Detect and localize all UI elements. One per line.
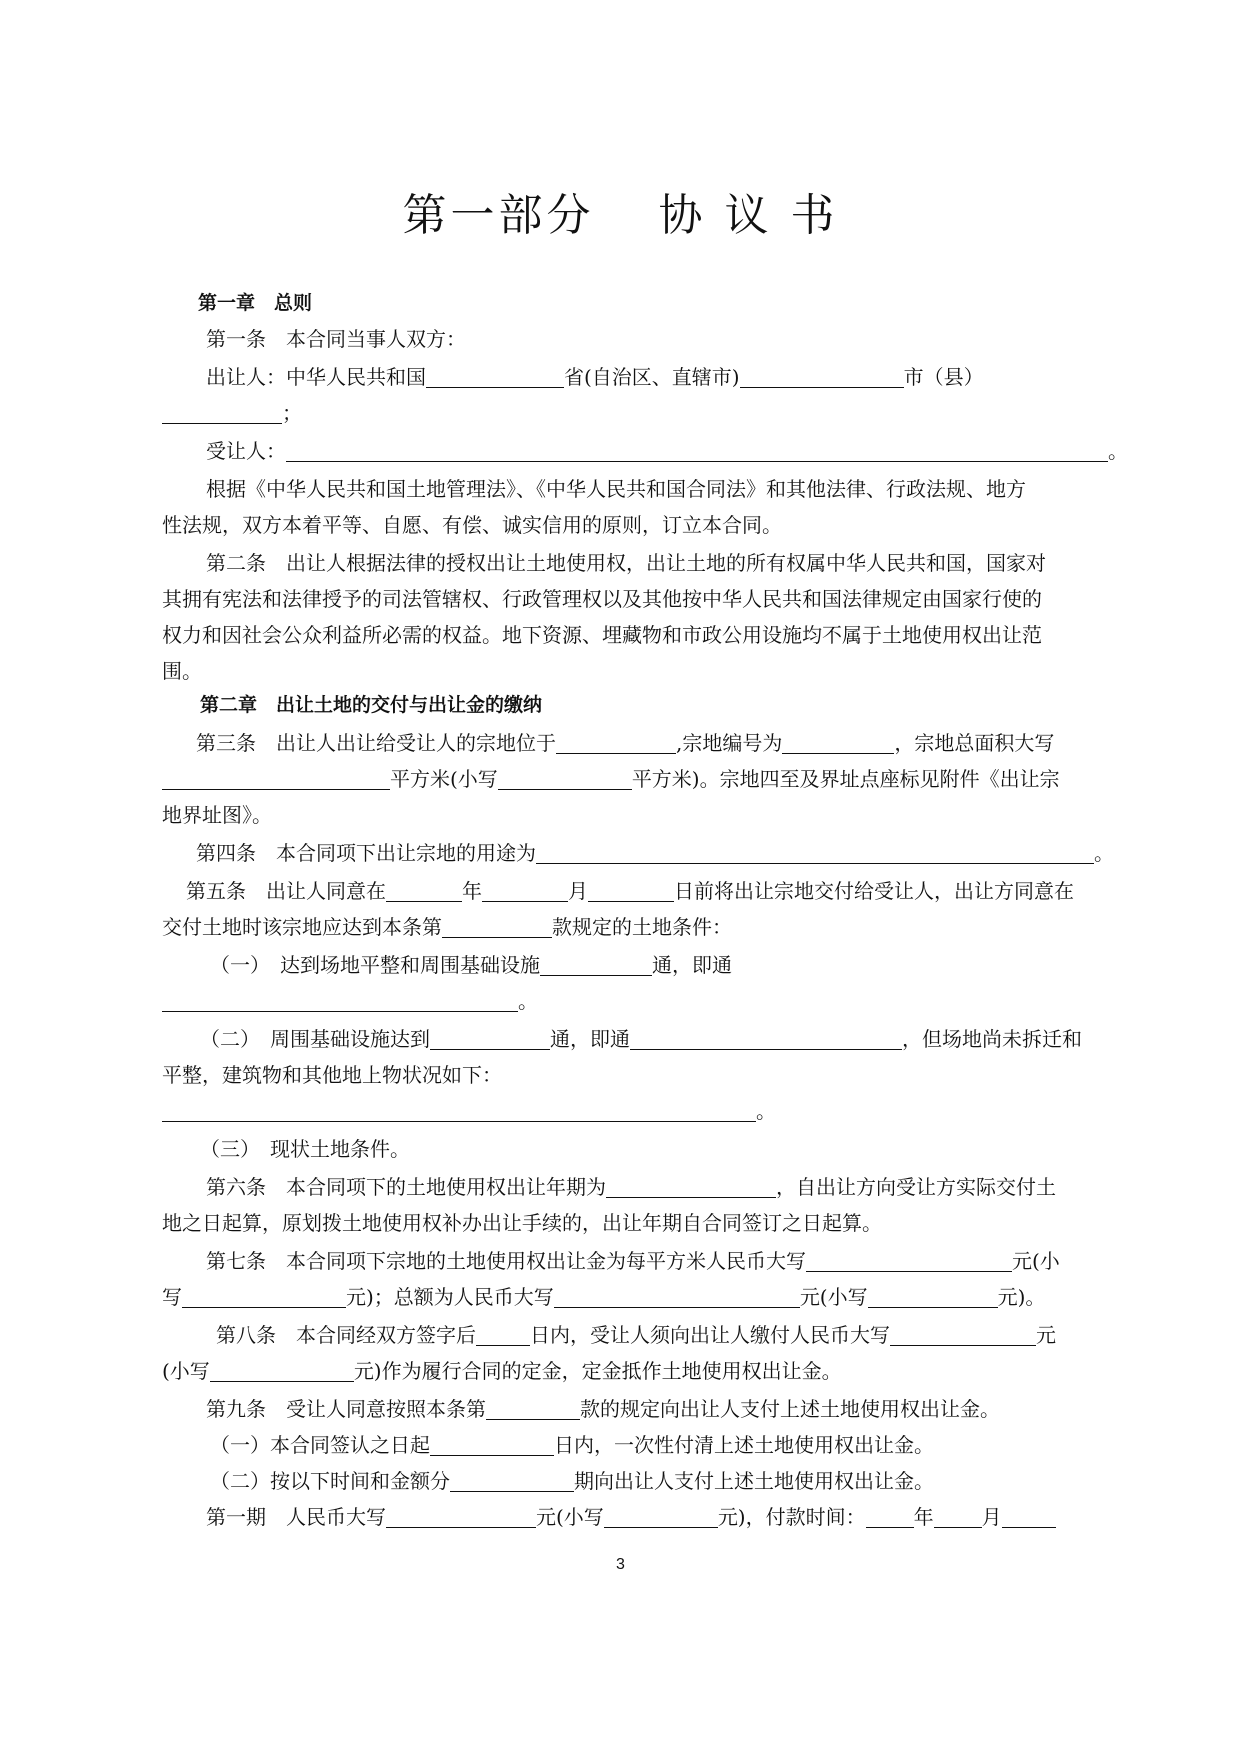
condition-1-line-2: 。 [162, 986, 538, 1016]
unit-price-figures-blank[interactable] [182, 1285, 346, 1308]
county-line: ； [162, 398, 302, 428]
article-7-line-1: 第七条 本合同项下宗地的土地使用权出让金为每平方米人民币大写 元(小 [206, 1249, 1060, 1273]
area-words-blank[interactable] [162, 767, 390, 790]
article-6-line-2: 地之日起算，原划拨土地使用权补办出让手续的，出让年期自合同签订之日起算。 [162, 1211, 882, 1235]
county-blank[interactable] [162, 401, 282, 424]
transferee-blank[interactable] [286, 439, 1108, 462]
article-2-line-2: 其拥有宪法和法律授予的司法管辖权、行政管理权以及其他按中华人民共和国法律规定由国家行使的 [162, 587, 1042, 611]
title-agreement: 协 议 书 [658, 190, 839, 241]
installment-1: 第一期 人民币大写 元(小写 元)，付款时间： 年 月 [206, 1502, 1056, 1532]
page-number: 3 [616, 1556, 625, 1573]
condition-2-count-blank[interactable] [430, 1027, 550, 1050]
deposit-days-blank[interactable] [476, 1323, 530, 1346]
total-figures-blank[interactable] [868, 1285, 998, 1308]
payment-option-1: （一）本合同签认之日起 日内，一次性付清上述土地使用权出让金。 [210, 1433, 934, 1457]
area-figures-blank[interactable] [498, 767, 632, 790]
payment-option-2: （二）按以下时间和金额分 期向出让人支付上述土地使用权出让金。 [210, 1469, 934, 1493]
condition-1-detail-blank[interactable] [162, 989, 518, 1012]
city-blank[interactable] [740, 365, 904, 388]
installment-1-words-blank[interactable] [386, 1505, 536, 1528]
total-words-blank[interactable] [554, 1285, 800, 1308]
basis-line-2: 性法规，双方本着平等、自愿、有偿、诚实信用的原则，订立本合同。 [162, 513, 782, 537]
lump-sum-days-blank[interactable] [430, 1433, 554, 1456]
article-5-line-2: 交付土地时该宗地应达到本条第 款规定的土地条件： [162, 915, 732, 939]
condition-1-line-1: （一） 达到场地平整和周围基础设施 通，即通 [210, 953, 732, 977]
article-2-line-4: 围。 [162, 659, 202, 683]
buildings-status-blank[interactable] [162, 1099, 756, 1122]
unit-price-words-blank[interactable] [806, 1249, 1012, 1272]
article-5-line-1: 第五条 出让人同意在 年 月 日前将出让宗地交付给受让人，出让方同意在 [186, 879, 1074, 903]
article-2-line-1: 第二条 出让人根据法律的授权出让土地使用权，出让土地的所有权属中华人民共和国，国家对 [206, 551, 1046, 575]
term-years-blank[interactable] [606, 1175, 776, 1198]
chapter-2-heading: 第二章 出让土地的交付与出让金的缴纳 [200, 694, 543, 716]
parcel-number-blank[interactable] [782, 731, 894, 754]
installment-1-year-blank[interactable] [866, 1505, 914, 1528]
chapter-1-heading: 第一章 总则 [198, 292, 313, 314]
installment-1-figures-blank[interactable] [604, 1505, 718, 1528]
article-2-line-3: 权力和因社会公众利益所必需的权益。地下资源、埋藏物和市政公用设施均不属于土地使用权出让范 [162, 623, 1042, 647]
document-title [0, 186, 1241, 246]
article-6-line-1: 第六条 本合同项下的土地使用权出让年期为 ，自出让方向受让方实际交付土 [206, 1175, 1056, 1199]
article-8-line-2: (小写 元)作为履行合同的定金，定金抵作土地使用权出让金。 [162, 1359, 842, 1383]
parcel-location-blank[interactable] [556, 731, 676, 754]
land-use-blank[interactable] [536, 841, 1094, 864]
deposit-words-blank[interactable] [890, 1323, 1036, 1346]
transferee-line: 受让人： 。 [206, 439, 1128, 463]
deposit-figures-blank[interactable] [210, 1359, 354, 1382]
condition-2-detail-blank[interactable] [630, 1027, 902, 1050]
transferor-line: 出让人：中华人民共和国 省(自治区、直辖市) 市（县） [206, 365, 984, 389]
delivery-year-blank[interactable] [386, 879, 462, 902]
installment-1-day-blank[interactable] [1002, 1505, 1056, 1528]
province-blank[interactable] [426, 365, 564, 388]
article-3-line-3: 地界址图》。 [162, 803, 272, 827]
payment-clause-blank[interactable] [486, 1397, 580, 1420]
article-3-line-1: 第三条 出让人出让给受让人的宗地位于 ,宗地编号为 ，宗地总面积大写 [196, 731, 1055, 755]
installments-count-blank[interactable] [450, 1469, 574, 1492]
condition-2-line-3: 。 [162, 1096, 776, 1126]
installment-1-month-blank[interactable] [934, 1505, 982, 1528]
condition-2-line-1: （二） 周围基础设施达到 通，即通 ，但场地尚未拆迁和 [200, 1027, 1082, 1051]
article-8-line-1: 第八条 本合同经双方签字后 日内，受让人须向出让人缴付人民币大写 元 [216, 1323, 1056, 1347]
condition-2-line-2: 平整，建筑物和其他地上物状况如下： [162, 1063, 502, 1087]
clause-number-blank[interactable] [442, 915, 552, 938]
article-4: 第四条 本合同项下出让宗地的用途为 。 [196, 841, 1114, 865]
article-9: 第九条 受让人同意按照本条第 款的规定向出让人支付上述土地使用权出让金。 [206, 1397, 1000, 1421]
article-3-line-2: 平方米(小写 平方米)。宗地四至及界址点座标见附件《出让宗 [162, 764, 1060, 794]
condition-3: （三） 现状土地条件。 [200, 1137, 410, 1161]
article-1: 第一条 本合同当事人双方： [206, 327, 466, 351]
basis-line-1: 根据《中华人民共和国土地管理法》、《中华人民共和国合同法》和其他法律、行政法规、地方 [206, 477, 1026, 501]
delivery-day-blank[interactable] [588, 879, 674, 902]
delivery-month-blank[interactable] [482, 879, 568, 902]
condition-1-count-blank[interactable] [540, 953, 652, 976]
article-7-line-2: 写 元)；总额为人民币大写 元(小写 元)。 [162, 1285, 1046, 1309]
title-part: 第一部分 [402, 190, 595, 241]
